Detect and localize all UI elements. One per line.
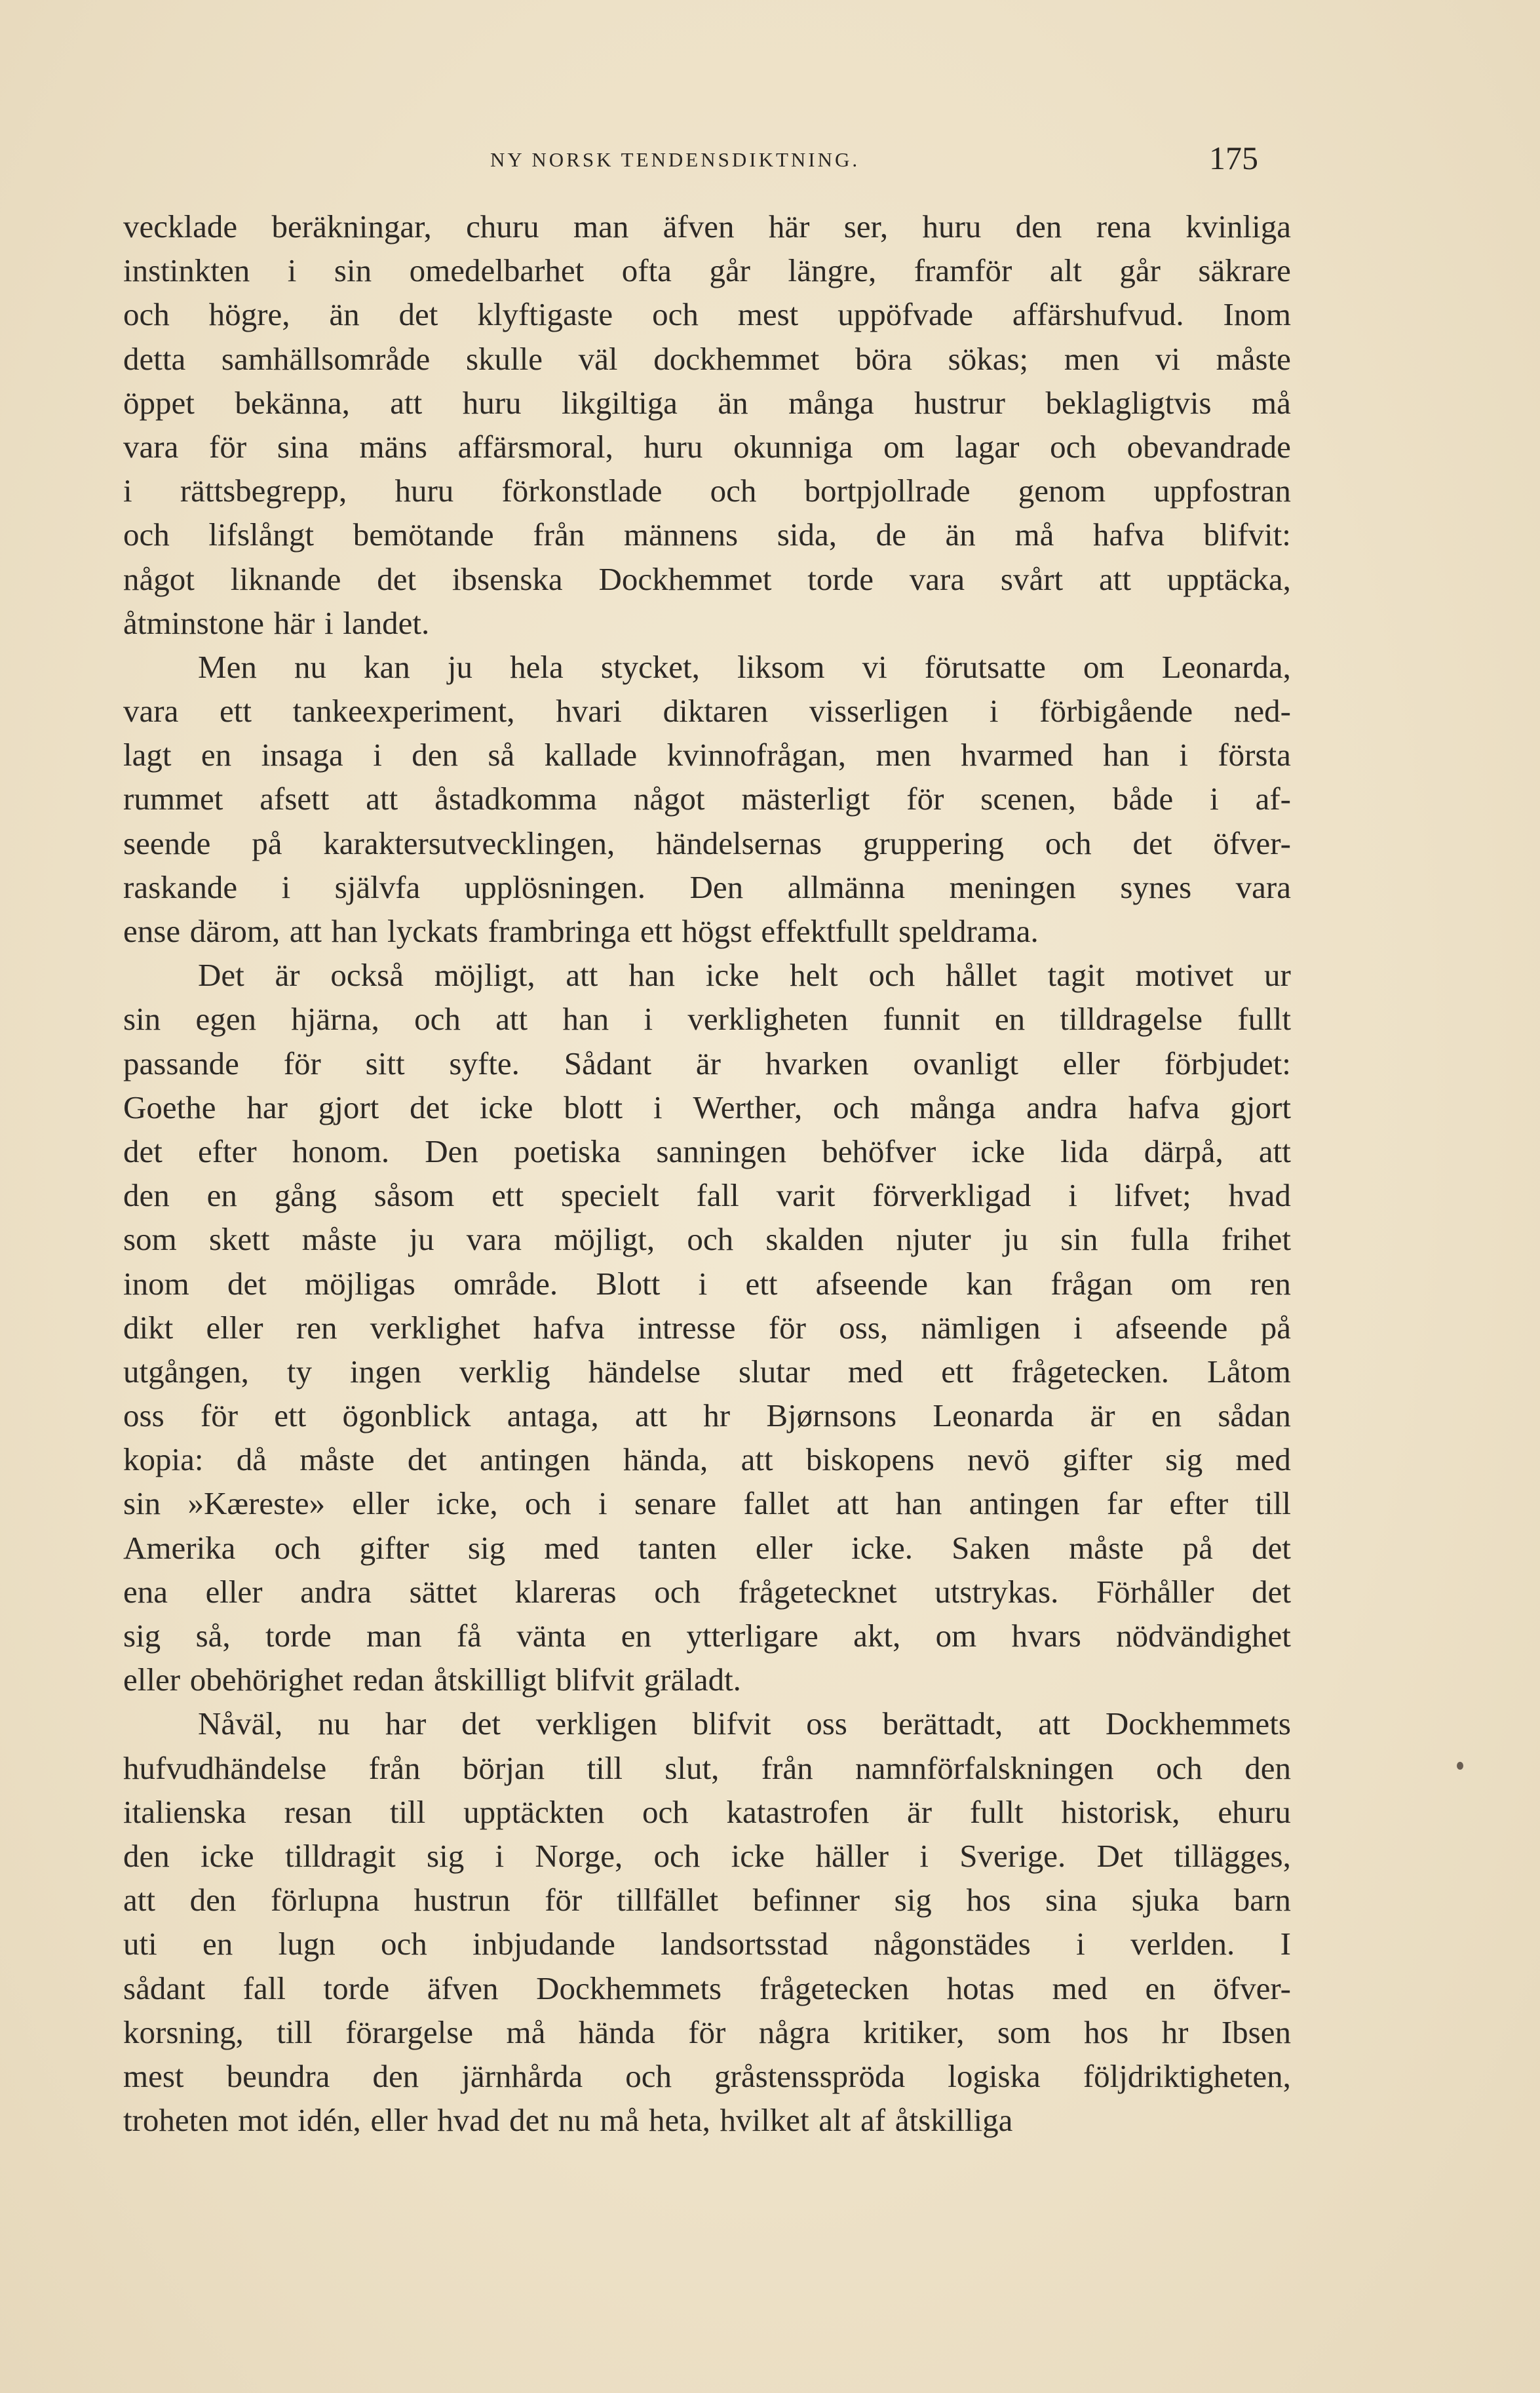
text-line: detta samhällsområde skulle väl dockhemmet böra sökas; men vi måste [123,340,1291,377]
page-header [123,139,1258,178]
text-line: vecklade beräkningar, churu man äfven här ser, huru den rena kvinliga [123,208,1291,244]
text-line: Goethe har gjort det icke blott i Werther, och många andra hafva gjort [123,1089,1291,1125]
margin-ink-mark [1457,1762,1463,1770]
text-line: sin egen hjärna, och att han i verkligheten funnit en tilldragelse fullt [123,1001,1291,1038]
text-line: dikt eller ren verklighet hafva intresse för oss, nämligen i afseende på [123,1309,1291,1346]
text-line: ena eller andra sättet klareras och frågetecknet utstrykas. Förhåller det [123,1573,1291,1610]
text-line: troheten mot idén, eller hvad det nu må heta, hvilket alt af åtskilliga [123,2102,1013,2139]
text-line: utgången, ty ingen verklig händelse slutar med ett frågetecken. Låtom [123,1353,1291,1390]
text-line: det efter honom. Den poetiska sanningen behöfver icke lida därpå, att [123,1133,1291,1169]
text-line: seende på karaktersutvecklingen, händelsernas gruppering och det öfver- [123,825,1291,861]
text-line: något liknande det ibsenska Dockhemmet torde vara svårt att upptäcka, [123,560,1291,597]
paragraph [123,953,1291,1702]
text-line: instinkten i sin omedelbarhet ofta går längre, framför alt går säkrare [123,252,1291,289]
text-line: Det är också möjligt, att han icke helt och hållet tagit motivet ur [198,957,1291,994]
text-line: sig så, torde man få vänta en ytterligare akt, om hvars nödvändighet [123,1618,1291,1654]
body-text [123,204,1291,2142]
text-line: sin »Kæreste» eller icke, och i senare fallet att han antingen far efter till [123,1485,1291,1522]
text-line: att den förlupna hustrun för tillfället befinner sig hos sina sjuka barn [123,1882,1291,1918]
text-line: kopia: då måste det antingen hända, att biskopens nevö gifter sig med [123,1441,1291,1478]
text-line: ense därom, att han lyckats frambringa ett högst effektfullt speldrama. [123,913,1039,949]
paragraph [123,204,1291,645]
text-line: den en gång såsom ett specielt fall varit förverkligad i lifvet; hvad [123,1177,1291,1214]
text-line: och högre, än det klyftigaste och mest uppöfvade affärshufvud. Inom [123,296,1291,333]
text-line: hufvudhändelse från början till slut, från namnförfalskningen och den [123,1749,1291,1786]
page-number: 175 [1209,140,1258,176]
text-line: italienska resan till upptäckten och katastrofen är fullt historisk, ehuru [123,1793,1291,1830]
text-line: lagt en insaga i den så kallade kvinnofrågan, men hvarmed han i första [123,737,1291,773]
paragraph [123,645,1291,953]
text-line: vara för sina mäns affärsmoral, huru okunniga om lagar och obevandrade [123,428,1291,465]
text-line: Amerika och gifter sig med tanten eller icke. Saken måste på det [123,1529,1291,1566]
text-line: som skett måste ju vara möjligt, och skalden njuter ju sin fulla frihet [123,1221,1291,1258]
running-head: NY NORSK TENDENSDIKTNING. [490,148,860,171]
text-line: korsning, till förargelse må hända för några kritiker, som hos hr Ibsen [123,2014,1291,2050]
text-line: sådant fall torde äfven Dockhemmets frågetecken hotas med en öfver- [123,1970,1291,2006]
text-line: mest beundra den järnhårda och gråstensspröda logiska följdriktigheten, [123,2057,1291,2094]
text-line: Men nu kan ju hela stycket, liksom vi förutsatte om Leonarda, [198,648,1291,685]
text-line: raskande i självfa upplösningen. Den allmänna meningen synes vara [123,868,1291,905]
text-line: vara ett tankeexperiment, hvari diktaren visserligen i förbigående ned- [123,693,1291,730]
text-line: den icke tilldragit sig i Norge, och icke häller i Sverige. Det tillägges, [123,1837,1291,1874]
text-line: passande för sitt syfte. Sådant är hvarken ovanligt eller förbjudet: [123,1045,1291,1081]
text-line: oss för ett ögonblick antaga, att hr Bjørnsons Leonarda är en sådan [123,1397,1291,1434]
text-line: öppet bekänna, att huru likgiltiga än många hustrur beklagligtvis må [123,384,1291,421]
text-line: Nåväl, nu har det verkligen blifvit oss berättadt, att Dockhemmets [198,1705,1291,1742]
text-line: inom det möjligas område. Blott i ett afseende kan frågan om ren [123,1265,1291,1302]
text-line: och lifslångt bemötande från männens sida, de än må hafva blifvit: [123,516,1291,553]
text-line: eller obehörighet redan åtskilligt blifvit gräladt. [123,1662,741,1698]
text-line: rummet afsett att åstadkomma något mästerligt för scenen, både i af- [123,781,1291,817]
paragraph [123,1702,1291,2142]
text-line: åtminstone här i landet. [123,604,430,641]
text-line: uti en lugn och inbjudande landsortsstad någonstädes i verlden. I [123,1926,1291,1962]
text-line: i rättsbegrepp, huru förkonstlade och bortpjollrade genom uppfostran [123,473,1291,509]
